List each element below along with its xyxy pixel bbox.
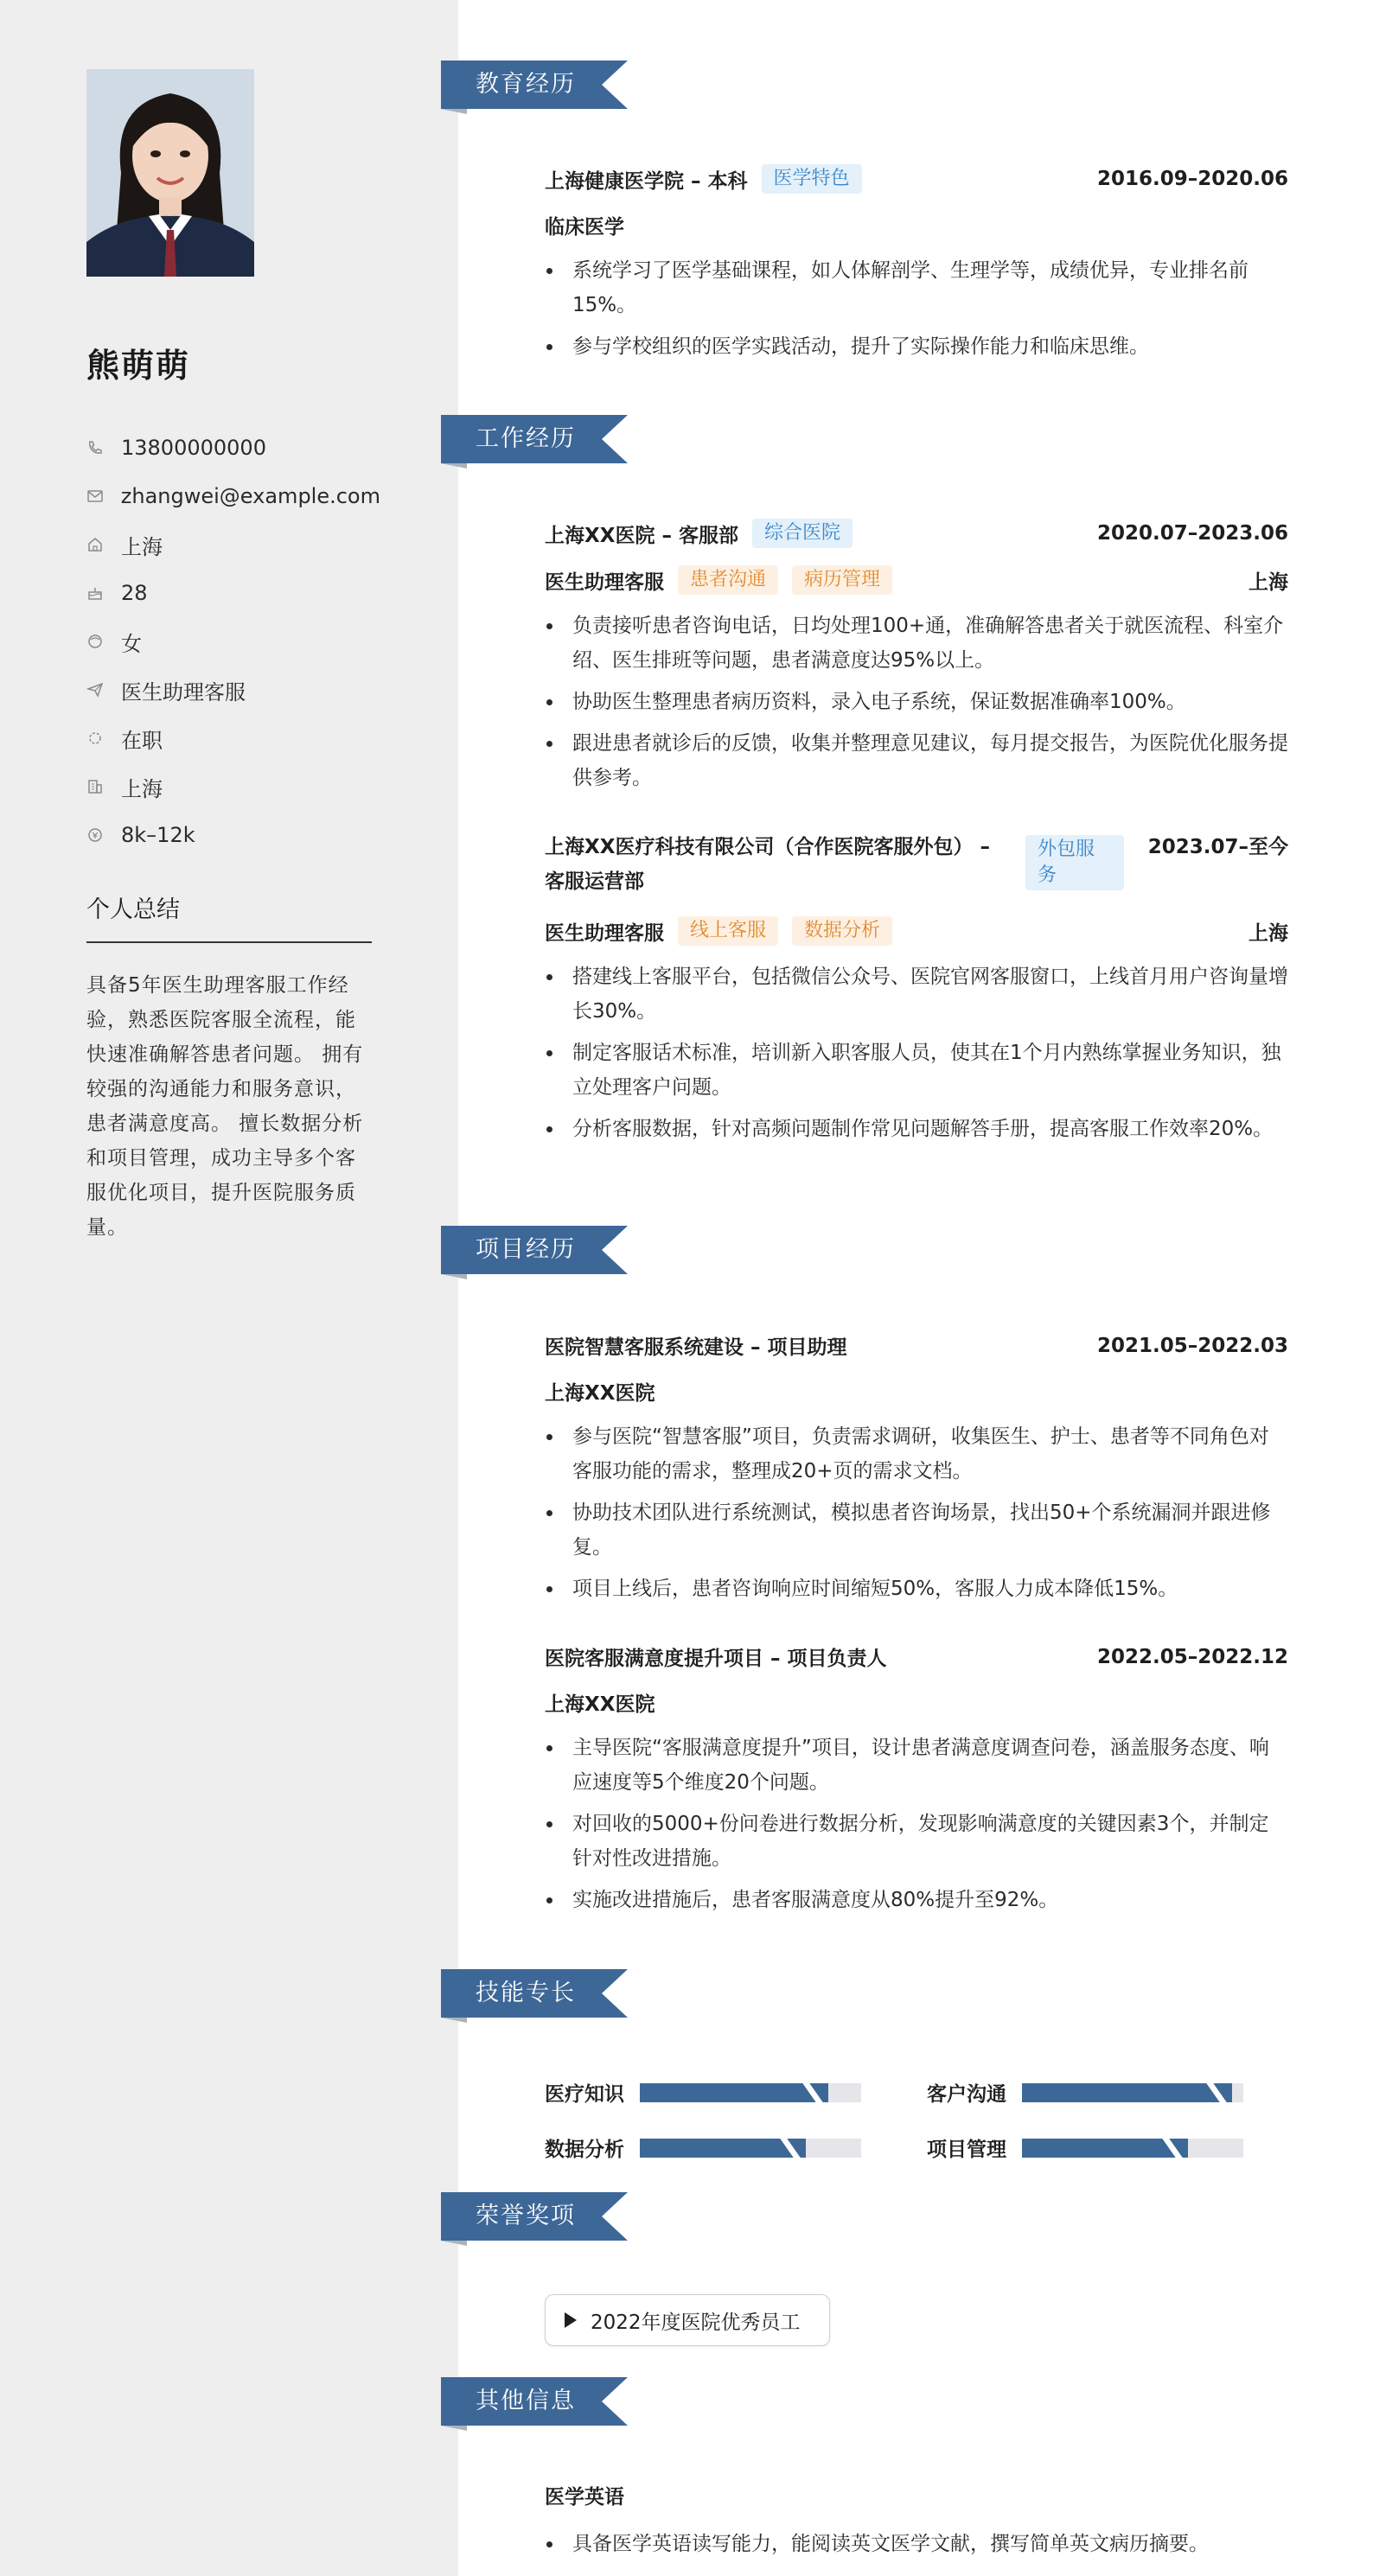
mail-icon — [86, 486, 121, 507]
work-2-skill-tag: 数据分析 — [792, 916, 892, 946]
home-icon — [86, 534, 121, 555]
work-1-date: 2020.07–2023.06 — [1096, 522, 1288, 545]
project-1-title: 医院智慧客服系统建设 – 项目助理 — [545, 1336, 847, 1359]
contact-position — [86, 666, 380, 714]
education-school: 上海健康医学院 – 本科 — [545, 169, 748, 193]
phone-icon — [86, 437, 121, 458]
contact-location — [86, 520, 380, 569]
list-item: 具备医学英语读写能力，能阅读英文医学文献，撰写简单英文病历摘要。 — [545, 2527, 1288, 2561]
work-1-skill-tag: 患者沟通 — [678, 565, 778, 595]
summary-text: 具备5年医生助理客服工作经验，熟悉医院客服全流程，能快速准确解答患者问题。 拥有较强的沟通能力和服务意识，患者满意度高。 擅长数据分析和项目管理，成功主导多个客服优化项目，提升医院服务质量。 — [86, 974, 364, 1239]
list-item: 实施改进措施后，患者客服满意度从80%提升至92%。 — [545, 1883, 1288, 1917]
skill-name: 数据分析 — [545, 2139, 624, 2161]
work-entry-2 — [545, 830, 1288, 1153]
section-banner-projects — [441, 1226, 628, 1279]
section-banner-honors — [441, 2192, 628, 2246]
profile-name: 熊萌萌 — [86, 347, 191, 385]
other-bullets — [545, 2527, 1288, 2561]
work-1-city: 上海 — [1248, 571, 1288, 594]
list-item: 制定客服话术标准，培训新入职客服人员，使其在1个月内熟练掌握业务知识，独立处理客户问题。 — [545, 1036, 1288, 1105]
list-item: 项目上线后，患者咨询响应时间缩短50%，客服人力成本降低15%。 — [545, 1572, 1288, 1606]
education-tag: 医学特色 — [762, 164, 862, 194]
cake-icon — [86, 583, 121, 603]
contact-salary — [86, 811, 380, 859]
project-entry-2 — [545, 1642, 1288, 1924]
work-1-skill-tag: 病历管理 — [792, 565, 892, 595]
work-2-role: 医生助理客服 — [545, 921, 664, 945]
section-title-honors: 荣誉奖项 — [476, 2203, 576, 2229]
contact-gender-text: 女 — [121, 631, 142, 656]
skill-bar — [1022, 2139, 1243, 2158]
work-1-role-row — [545, 565, 1288, 595]
project-1-date: 2021.05–2022.03 — [1096, 1334, 1288, 1357]
skill-item — [927, 2133, 1243, 2162]
contact-email — [86, 472, 380, 520]
education-entry — [545, 164, 1288, 371]
work-entry-1 — [545, 519, 1288, 802]
work-1-header — [545, 519, 1288, 548]
contact-position-text: 医生助理客服 — [121, 679, 246, 705]
list-item: 主导医院“客服满意度提升”项目，设计患者满意度调查问卷，涵盖服务态度、响应速度等5个维度20个问题。 — [545, 1731, 1288, 1800]
skill-bar-fill — [1022, 2083, 1232, 2102]
section-banner-skills — [441, 1969, 628, 2023]
list-item: 参与医院“智慧客服”项目，负责需求调研，收集医生、护士、患者等不同角色对客服功能的需求，整理成20+页的需求文档。 — [545, 1419, 1288, 1489]
send-icon — [86, 679, 121, 700]
education-header — [545, 164, 1288, 194]
skill-item — [927, 2078, 1243, 2107]
gender-icon — [86, 631, 121, 652]
project-1-header — [545, 1331, 1288, 1360]
project-2-header — [545, 1642, 1288, 1671]
sidebar — [0, 0, 458, 2576]
work-2-tag: 外包服务 — [1025, 835, 1124, 890]
work-1-tag: 综合医院 — [752, 519, 853, 548]
work-1-bullets — [545, 609, 1288, 795]
summary-title: 个人总结 — [86, 890, 372, 943]
skill-item — [545, 2078, 861, 2107]
work-2-skill-tag: 线上客服 — [678, 916, 778, 946]
list-item: 协助技术团队进行系统测试，模拟患者咨询场景，找出50+个系统漏洞并跟进修复。 — [545, 1495, 1288, 1565]
contact-status — [86, 714, 380, 762]
work-2-company: 上海XX医疗科技有限公司（合作医院客服外包） – 客服运营部 — [545, 836, 990, 893]
other-title: 医学英语 — [545, 2486, 624, 2509]
building-icon — [86, 776, 121, 797]
project-1-org: 上海XX医院 — [545, 1382, 655, 1405]
work-2-header — [545, 830, 1288, 899]
section-title-other: 其他信息 — [476, 2388, 576, 2414]
education-major: 临床医学 — [545, 216, 624, 239]
other-entry — [545, 2481, 1288, 2568]
work-1-company: 上海XX医院 – 客服部 — [545, 524, 738, 547]
section-banner-other — [441, 2377, 628, 2431]
skill-bar-fill — [640, 2139, 806, 2158]
skill-bar — [1022, 2083, 1243, 2102]
play-icon — [565, 2312, 577, 2328]
section-title-projects: 项目经历 — [476, 1236, 576, 1263]
project-2-bullets — [545, 1731, 1288, 1917]
skill-item — [545, 2133, 861, 2162]
list-item: 参与学校组织的医学实践活动，提升了实际操作能力和临床思维。 — [545, 329, 1288, 364]
list-item: 对回收的5000+份问卷进行数据分析，发现影响满意度的关键因素3个，并制定针对性改进措施。 — [545, 1807, 1288, 1876]
project-2-date: 2022.05–2022.12 — [1096, 1645, 1288, 1668]
list-item: 负责接听患者咨询电话，日均处理100+通，准确解答患者关于就医流程、科室介绍、医生排班等问题，患者满意度达95%以上。 — [545, 609, 1288, 678]
list-item: 系统学习了医学基础课程，如人体解剖学、生理学等，成绩优异，专业排名前15%。 — [545, 253, 1288, 322]
list-item: 分析客服数据，针对高频问题制作常见问题解答手册，提高客服工作效率20%。 — [545, 1112, 1288, 1146]
work-1-role: 医生助理客服 — [545, 571, 664, 594]
skill-bar-fill — [1022, 2139, 1188, 2158]
skill-bar-fill — [640, 2083, 828, 2102]
contact-list — [86, 424, 380, 859]
status-icon — [86, 728, 121, 749]
section-banner-work — [441, 415, 628, 469]
contact-age — [86, 569, 380, 617]
profile-photo — [86, 69, 254, 277]
skill-name: 医疗知识 — [545, 2083, 624, 2106]
contact-location-text: 上海 — [121, 534, 163, 559]
contact-phone-text: 13800000000 — [121, 436, 266, 460]
award-text: 2022年度医院优秀员工 — [591, 2311, 801, 2334]
education-date: 2016.09–2020.06 — [1096, 168, 1288, 190]
list-item: 跟进患者就诊后的反馈，收集并整理意见建议，每月提交报告，为医院优化服务提供参考。 — [545, 726, 1288, 795]
project-entry-1 — [545, 1331, 1288, 1613]
skill-name: 项目管理 — [927, 2139, 1006, 2161]
work-2-bullets — [545, 960, 1288, 1146]
award-chip — [545, 2294, 830, 2346]
section-title-skills: 技能专长 — [476, 1980, 576, 2006]
contact-age-text: 28 — [121, 581, 148, 605]
contact-status-text: 在职 — [121, 728, 163, 753]
project-2-org: 上海XX医院 — [545, 1693, 655, 1716]
project-2-title: 医院客服满意度提升项目 – 项目负责人 — [545, 1648, 887, 1670]
work-2-role-row — [545, 916, 1288, 946]
contact-gender — [86, 617, 380, 666]
skill-bar — [640, 2139, 861, 2158]
section-banner-education — [441, 61, 628, 114]
list-item: 协助医生整理患者病历资料，录入电子系统，保证数据准确率100%。 — [545, 685, 1288, 719]
project-1-bullets — [545, 1419, 1288, 1606]
contact-salary-text: 8k–12k — [121, 823, 195, 847]
work-2-city: 上海 — [1248, 921, 1288, 945]
contact-city — [86, 762, 380, 811]
contact-city-text: 上海 — [121, 776, 163, 801]
work-2-date: 2023.07–至今 — [1147, 836, 1288, 858]
section-title-education: 教育经历 — [476, 71, 576, 98]
skill-name: 客户沟通 — [927, 2083, 1006, 2106]
contact-email-text: zhangwei@example.com — [120, 484, 380, 508]
education-bullets — [545, 253, 1288, 364]
section-title-work: 工作经历 — [476, 425, 576, 452]
list-item: 搭建线上客服平台，包括微信公众号、医院官网客服窗口，上线首月用户咨询量增长30%。 — [545, 960, 1288, 1029]
skill-bar — [640, 2083, 861, 2102]
money-icon — [86, 825, 121, 845]
contact-phone — [86, 424, 380, 472]
